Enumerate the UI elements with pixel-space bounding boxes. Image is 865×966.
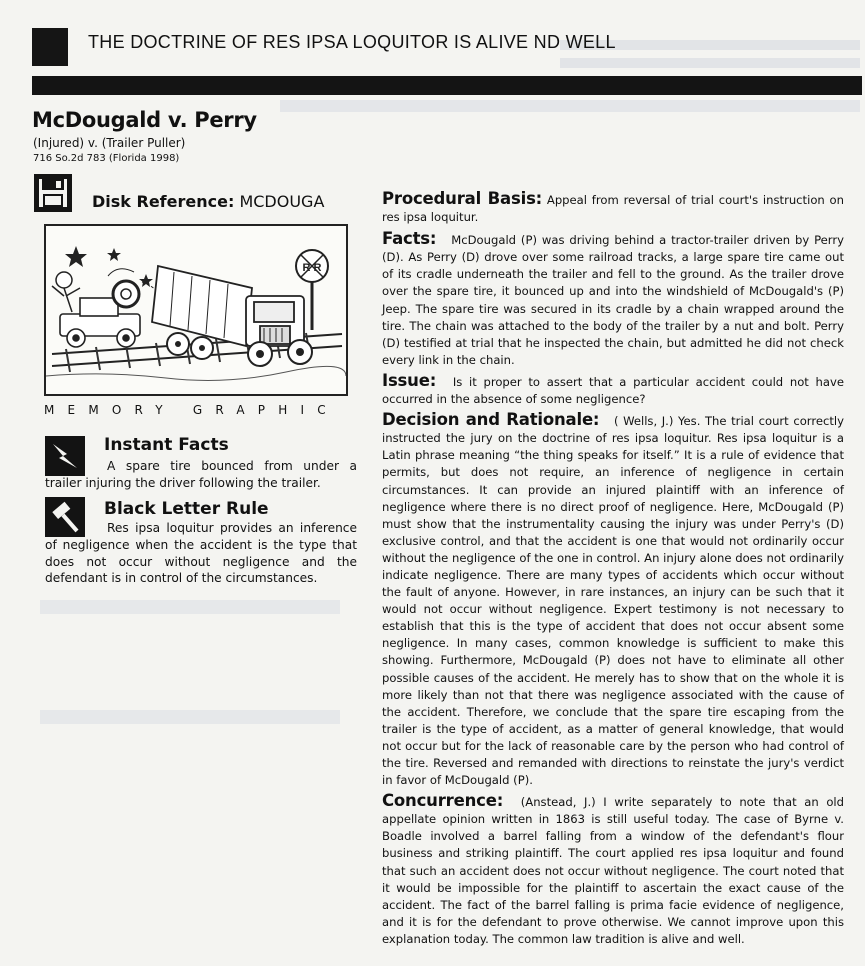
decision-heading: Decision and Rationale: — [382, 410, 600, 430]
memory-graphic-label: MEMORY GRAPHIC — [44, 403, 339, 417]
concurrence-heading: Concurrence: — [382, 791, 504, 811]
disk-reference-value: MCDOUGA — [239, 192, 325, 211]
instant-facts-body: A spare tire bounced from under a trailer injuring the driver following the trailer. — [45, 459, 357, 490]
memory-graphic-illustration — [46, 226, 346, 394]
procedural-basis-text: Appeal from reversal of trial court's instruction on res ipsa loquitur. — [382, 193, 844, 225]
case-citation: 716 So.2d 783 (Florida 1998) — [33, 153, 180, 164]
case-name: McDougald v. Perry — [32, 108, 257, 132]
decision-text: ( Wells, J.) Yes. The trial court correctly instructed the jury on the doctrine of res ipsa loquitur. Res ipsa loquitur is a Latin phrase meaning “the thing speaks for itself.” It is a rule of evidence that permits, but does not require, an inference of negligence in certain circumstances. It can provide an injured plaintiff with an inference of negligence where there is no direct proof of negligence. Here, McDougald (P) must show that the instrumentality causing the injury was under Perry's (D) exclusive control, and that the accident is one that would not ordinarily occur without the negligence of the one in control. An injury alone does not ordinarily indicate negligence. There are many types of accidents which occur without the fault of anyone. However, in rare instances, an injury can be such that it would not occur without negligence. Expert testimony is not necessary to establish that this is the type of accident that does not occur absent some negligence. In many cases, common knowledge is sufficient to make this showing. Furthermore, McDougald (P) does not have to eliminate all other possible causes of the accident. He merely has to show that on the whole it is more likely than not that there was negligence associated with the cause of the accident. Therefore, we conclude that the spare tire escaping from the trailer is the type of accident, as a matter of general knowledge, that would not occur but for the lack of reasonable care by the person who had control of the tire. Reversed and remanded with directions to reinstate the jury's verdict in favor of McDougald (P). — [382, 414, 845, 788]
issue-section — [382, 372, 844, 408]
facts-heading: Facts: — [382, 229, 437, 249]
concurrence-section — [382, 792, 844, 948]
black-letter-rule-text — [45, 520, 357, 587]
header-square-marker — [32, 28, 68, 66]
case-parties: (Injured) v. (Trailer Puller) — [33, 136, 186, 150]
header-rule-bar — [32, 76, 862, 95]
floppy-disk-icon — [34, 174, 72, 212]
instant-facts-heading: Instant Facts — [104, 435, 229, 455]
issue-heading: Issue: — [382, 370, 437, 390]
instant-facts-text — [45, 458, 357, 492]
facts-section — [382, 230, 844, 369]
black-letter-rule-body: Res ipsa loquitur provides an inference of negligence when the accident is the type that does not occur without negligence and the defendant is in control of the circumstances. — [45, 521, 357, 586]
issue-text: Is it proper to assert that a particular accident could not have occurred in the absence of some negligence? — [382, 374, 844, 407]
disk-reference — [92, 192, 324, 211]
procedural-basis-heading: Procedural Basis: — [382, 189, 543, 208]
case-brief-body — [382, 190, 844, 948]
disk-reference-label: Disk Reference: — [92, 192, 235, 211]
page-title: THE DOCTRINE OF RES IPSA LOQUITOR IS ALIVE ND WELL — [88, 32, 616, 52]
black-letter-rule-heading: Black Letter Rule — [104, 499, 269, 519]
concurrence-text: (Anstead, J.) I write separately to note that an old appellate opinion written in 1863 is still useful today. The case of Byrne v. Boadle involved a barrel falling from a window of the defendant's flour business and striking plaintiff. The court applied res ipsa loquitur and found that such an accident does not occur without negligence. The court noted that it would be impossible for the plaintiff to ascertain the exact cause of the accident. The fact of the barrel falling is prima facie evidence of negligence, and it is for the defendant to prove otherwise. We cannot improve upon this explanation today. The common law tradition is alive and well. — [382, 795, 845, 946]
decision-section — [382, 411, 844, 789]
railroad-sign-text: R R — [302, 262, 322, 274]
memory-graphic — [44, 224, 348, 396]
facts-text: McDougald (P) was driving behind a tractor-trailer driven by Perry (D). As Perry (D) drove over some railroad tracks, a large spare tire came out of its cradle underneath the trailer and fell to the ground. As the trailer drove over the spare tire, it bounced up and into the windshield of McDougald's (P) Jeep. The spare tire was secured in its cradle by a chain wrapped around the tire. The chain was attached to the body of the trailer by a nut and bolt. Perry (D) testified at trial that he inspected the chain, but admitted he did not check every link in the chain. — [382, 233, 845, 367]
procedural-basis-section — [382, 190, 844, 226]
